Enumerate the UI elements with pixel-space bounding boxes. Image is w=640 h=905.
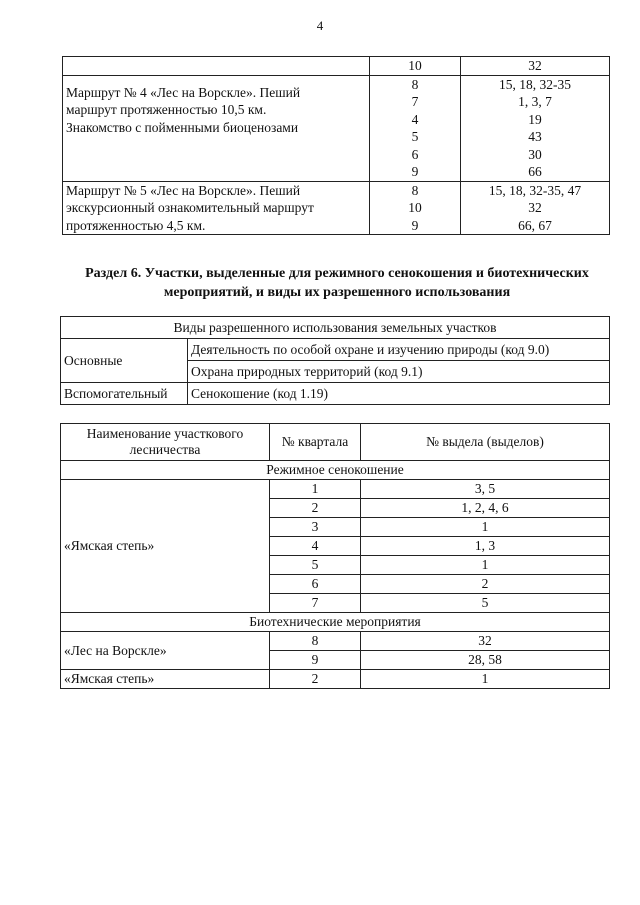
table-row [61,317,610,339]
route-line: Маршрут № 5 «Лес на Ворскле». Пеший [66,182,301,198]
vydel-value: 43 [528,129,542,144]
kvartal-value: 7 [411,94,419,109]
vydel-cell: 5 [361,594,610,613]
table-row [61,480,610,499]
vydel-cell: 32 [361,632,610,651]
vydel-cell: 3, 5 [361,480,610,499]
kvartal-cell: 7 [270,594,361,613]
routes-table [62,56,610,235]
kvartal-cell: 2 [270,670,361,689]
vydel-cell: 1, 2, 4, 6 [361,499,610,518]
kvartal-cell [370,181,461,235]
kvartal-cell: 9 [270,651,361,670]
forestry-name: «Ямская степь» [61,670,270,689]
usage-table [60,316,610,405]
vydel-cell: 28, 58 [361,651,610,670]
vydel-value: 15, 18, 32-35, 47 [488,182,582,198]
kvartal-value: 8 [411,182,419,198]
vydel-value: 19 [528,111,542,127]
column-header: № квартала [270,424,361,461]
kvartal-cell: 10 [370,57,461,76]
route-4-description [63,75,370,181]
vydel-cell [461,75,610,181]
route-line: Знакомство с пойменными биоценозами [66,119,299,135]
vydel-cell: 32 [461,57,610,76]
kvartal-cell: 3 [270,518,361,537]
section-heading-line: мероприятий, и виды их разрешенного использования [163,285,511,300]
group-title: Биотехнические мероприятия [61,613,610,632]
table-row [61,632,610,651]
table-row [63,181,610,235]
route-cell-empty [63,57,370,76]
column-header: № выдела (выделов) [361,424,610,461]
forestry-name: «Ямская степь» [61,480,270,613]
table-row [61,670,610,689]
main-usage-label: Основные [61,339,188,383]
vydel-cell: 1 [361,670,610,689]
kvartal-cell: 1 [270,480,361,499]
usage-item: Охрана природных территорий (код 9.1) [188,361,610,383]
kvartal-cell: 2 [270,499,361,518]
kvartal-value: 6 [411,146,419,162]
forestry-name: «Лес на Ворскле» [61,632,270,670]
kvartal-value: 8 [411,76,419,92]
kvartal-value: 9 [411,164,419,179]
kvartal-cell: 6 [270,575,361,594]
vydel-cell: 1 [361,518,610,537]
vydel-value: 30 [528,146,542,162]
kvartal-cell [370,75,461,181]
route-5-description [63,181,370,235]
kvartal-value: 5 [411,129,419,144]
vydel-cell: 2 [361,575,610,594]
table-row [63,75,610,181]
vydel-value: 15, 18, 32-35 [499,76,571,92]
vydel-cell: 1, 3 [361,537,610,556]
vydel-value: 1, 3, 7 [518,94,552,109]
vydel-cell [461,181,610,235]
kvartal-value: 10 [408,200,422,215]
route-line: экскурсионный ознакомительный маршрут [66,200,314,215]
page-number: 4 [316,18,324,33]
vydel-cell: 1 [361,556,610,575]
table-row [63,57,610,76]
table-row [61,339,610,361]
route-line: Маршрут № 4 «Лес на Ворскле». Пеший [66,84,301,100]
section-heading-line: Раздел 6. Участки, выделенные для режимного сенокошения и биотехнических [85,266,589,281]
vydel-value: 66 [528,164,542,179]
group-title-row [61,461,610,480]
usage-item: Сенокошение (код 1.19) [188,383,610,405]
route-line: маршрут протяженностью 10,5 км. [66,102,267,117]
kvartal-value: 4 [411,111,419,127]
plots-table [60,423,610,689]
kvartal-cell: 5 [270,556,361,575]
group-title: Режимное сенокошение [61,461,610,480]
group-title-row [61,613,610,632]
route-line: протяженностью 4,5 км. [66,217,206,233]
table-row [61,383,610,405]
usage-header: Виды разрешенного использования земельных участков [61,317,610,339]
table-header-row [61,424,610,461]
usage-item: Деятельность по особой охране и изучению природы (код 9.0) [188,339,610,361]
vydel-value: 66, 67 [518,217,552,233]
kvartal-value: 9 [411,217,419,233]
section-6-heading [60,264,614,302]
kvartal-cell: 4 [270,537,361,556]
vydel-value: 32 [528,200,542,215]
aux-usage-label: Вспомогательный [61,383,188,405]
kvartal-cell: 8 [270,632,361,651]
column-header: Наименование участкового лесничества [61,424,270,461]
